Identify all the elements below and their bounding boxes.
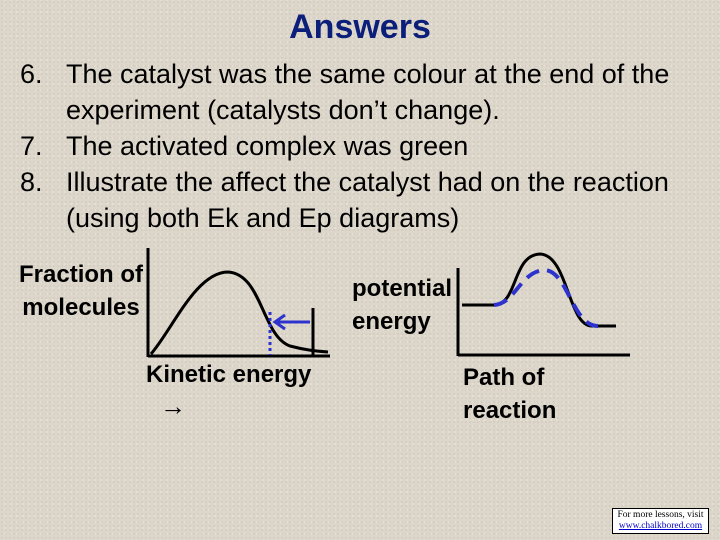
- ep-x-axis-label: Path of reaction: [463, 364, 557, 424]
- right-arrow-icon: →: [160, 391, 186, 421]
- ep-y-axis-label: potential energy: [352, 275, 452, 335]
- answer-number: 7.: [20, 131, 43, 161]
- footer-link[interactable]: www.chalkbored.com: [618, 521, 703, 531]
- ek-x-axis-label: Kinetic energy: [146, 361, 312, 388]
- answer-text: Illustrate the affect the catalyst had on the reaction (using both Ek and Ep diagrams): [66, 167, 669, 233]
- answer-number: 8.: [20, 167, 43, 197]
- ek-y-axis-label: Fraction of molecules: [19, 261, 143, 321]
- answer-text: The activated complex was green: [66, 131, 469, 161]
- ep-catalyzed-curve: [494, 270, 598, 326]
- answer-text: The catalyst was the same colour at the end of the experiment (catalysts don’t change).: [66, 59, 670, 125]
- footer-text: For more lessons, visit: [617, 510, 704, 520]
- footer-badge: [612, 508, 709, 534]
- answer-number: 6.: [20, 59, 43, 89]
- ep-uncatalyzed-curve: [462, 254, 616, 326]
- slide-title: Answers: [289, 8, 431, 46]
